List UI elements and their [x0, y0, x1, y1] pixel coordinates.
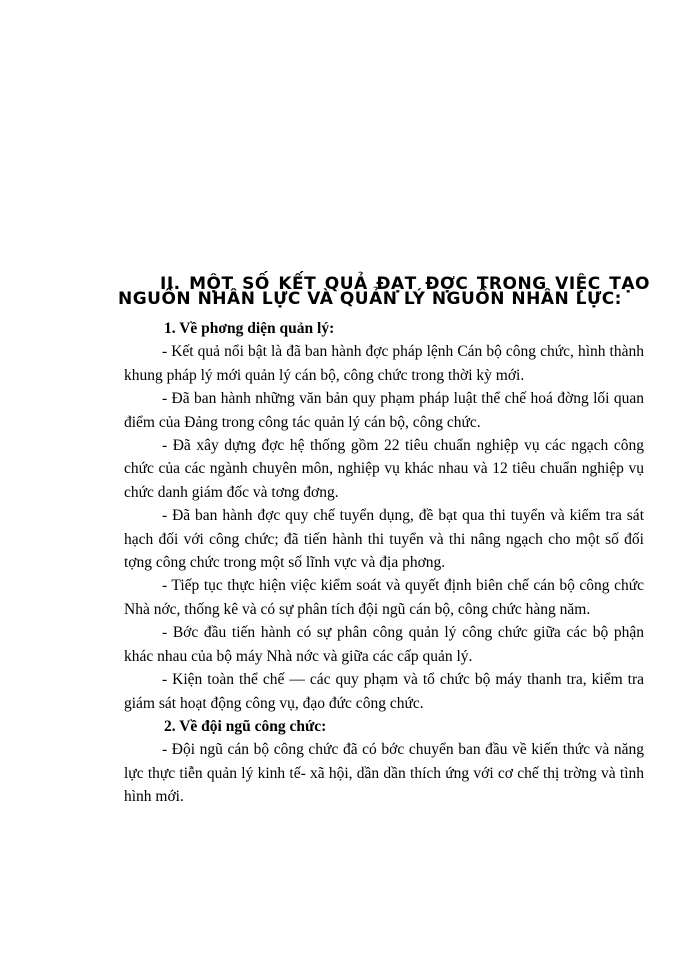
paragraph: - Đã ban hành đợc quy chế tuyển dụng, đề bạt qua thi tuyển và kiểm tra sát hạch đối với công chức; đã tiến hành thi tuyển và thi nâng ngạch cho một số đối tợng công chức trong một số lĩnh vực và địa phơng.: [124, 507, 644, 572]
subsection-2-title: 2. Về đội ngũ công chức:: [164, 717, 327, 735]
paragraph: - Bớc đầu tiến hành có sự phân công quản lý công chức giữa các bộ phận khác nhau của bộ máy Nhà nớc và giữa các cấp quản lý.: [124, 624, 644, 665]
section-heading-line-1: II. MỘT SỐ KẾT QUẢ ĐẠT ĐỢC TRONG VIỆC TẠO: [160, 274, 650, 294]
paragraph: - Kết quả nổi bật là đã ban hành đợc pháp lệnh Cán bộ công chức, hình thành khung pháp lý mới quản lý cán bộ, công chức trong thời kỳ mới.: [124, 343, 644, 384]
section-heading: [118, 274, 650, 310]
paragraph: - Đã xây dựng đợc hệ thống gồm 22 tiêu chuẩn nghiệp vụ các ngạch công chức của các ngành chuyên môn, nghiệp vụ khác nhau và 12 tiêu chuẩn nghiệp vụ chức danh giám đốc và tơng đơng.: [124, 437, 644, 501]
paragraph: - Đã ban hành những văn bản quy phạm pháp luật thể chế hoá đờng lối quan điểm của Đảng trong công tác quản lý cán bộ, công chức.: [124, 390, 644, 431]
paragraph: - Tiếp tục thực hiện việc kiểm soát và quyết định biên chế cán bộ công chức Nhà nớc, thống kê và có sự phân tích đội ngũ cán bộ, công chức hàng năm.: [124, 577, 644, 618]
document-body: [124, 317, 644, 809]
section-heading-line-2: NGUỒN NHÂN LỰC VÀ QUẢN LÝ NGUỒN NHÂN LỰC:: [118, 289, 622, 309]
paragraph: - Đội ngũ cán bộ công chức đã có bớc chuyển ban đầu về kiến thức và năng lực thực tiễn quản lý kinh tế- xã hội, dần dần thích ứng với cơ chế thị trờng và tình hình mới.: [124, 741, 644, 806]
subsection-1-title: 1. Về phơng diện quản lý:: [164, 320, 335, 337]
paragraph: - Kiện toàn thể chế — các quy phạm và tổ chức bộ máy thanh tra, kiểm tra giám sát hoạt động công vụ, đạo đức công chức.: [124, 671, 644, 712]
